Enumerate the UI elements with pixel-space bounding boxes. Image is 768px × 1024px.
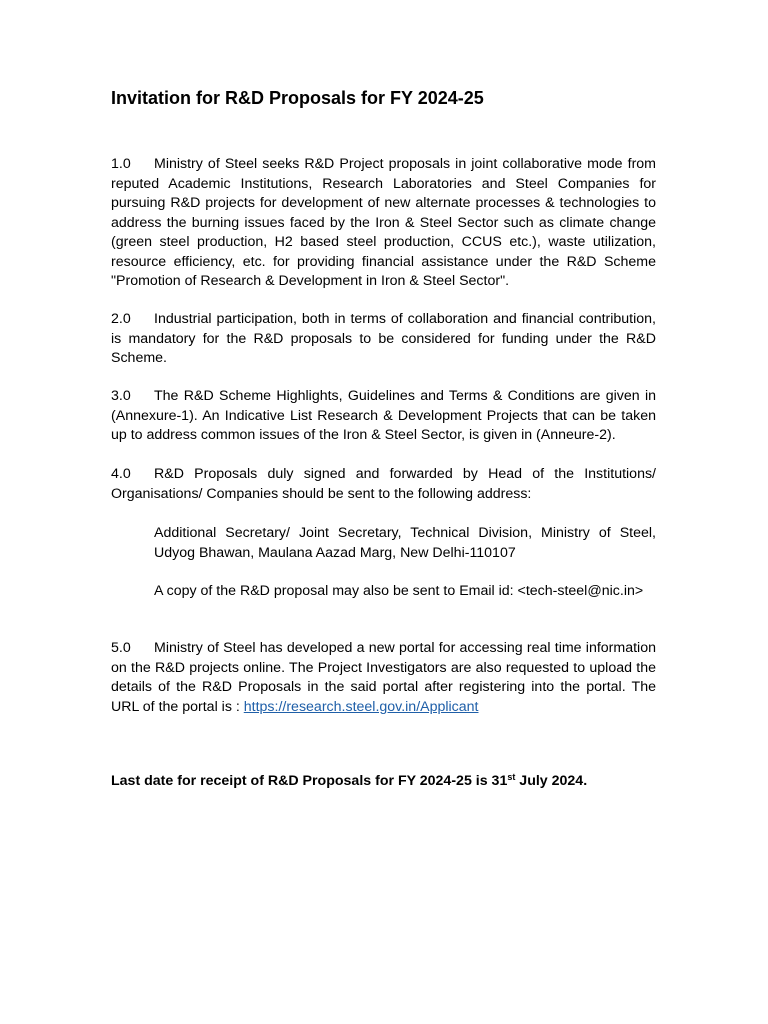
section-5	[111, 639, 656, 717]
email-note: A copy of the R&D proposal may also be sent to Email id: <tech-steel@nic.in>	[154, 583, 644, 599]
section-3-text: The R&D Scheme Highlights, Guidelines and Terms & Conditions are given in (Annexure-1). An Indicative List Research & Development Projects that can be taken up to address common issues of the Iron & Steel Sector, is given in (Anneure-2).	[111, 388, 656, 443]
section-5-number: 5.0	[111, 640, 131, 656]
section-1-text: Ministry of Steel seeks R&D Project proposals in joint collaborative mode from reputed Academic Institutions, Research Laboratories and Steel Companies for pursuing R&D projects for development of new alternate processes & technologies to address the burning issues faced by the Iron & Steel Sector such as climate change (green steel production, H2 based steel production, CCUS etc.), waste utilization, resource efficiency, etc. for providing financial assistance under the R&D Scheme "Promotion of Research & Development in Iron & Steel Sector".	[111, 156, 656, 289]
deadline-prefix: Last date for receipt of R&D Proposals for FY 2024-25 is 31	[111, 773, 508, 789]
section-2	[111, 310, 656, 369]
portal-link[interactable]: https://research.steel.gov.in/Applicant	[243, 698, 479, 715]
section-1	[111, 155, 656, 292]
section-2-number: 2.0	[111, 311, 131, 327]
section-4-text: R&D Proposals duly signed and forwarded by Head of the Institutions/ Organisations/ Companies should be sent to the following address:	[111, 466, 656, 502]
section-3	[111, 387, 656, 446]
deadline-suffix: July 2024.	[515, 773, 588, 789]
document-title: Invitation for R&D Proposals for FY 2024-25	[111, 88, 484, 108]
section-1-number: 1.0	[111, 156, 131, 172]
deadline-superscript: st	[507, 772, 516, 782]
section-2-text: Industrial participation, both in terms of collaboration and financial contribution, is mandatory for the R&D proposals to be considered for funding under the R&D Scheme.	[111, 311, 656, 366]
section-5-text: Ministry of Steel has developed a new portal for accessing real time information on the R&D projects online. The Project Investigators are also requested to upload the details of the R&D Proposals in the said portal after registering into the portal. The URL of the portal is :	[111, 640, 656, 715]
section-4-number: 4.0	[111, 466, 131, 482]
section-3-number: 3.0	[111, 388, 131, 404]
section-4	[111, 465, 656, 504]
mailing-address: Additional Secretary/ Joint Secretary, Technical Division, Ministry of Steel, Udyog Bhawan, Maulana Aazad Marg, New Delhi-110107	[154, 525, 656, 561]
deadline-notice	[111, 773, 587, 789]
